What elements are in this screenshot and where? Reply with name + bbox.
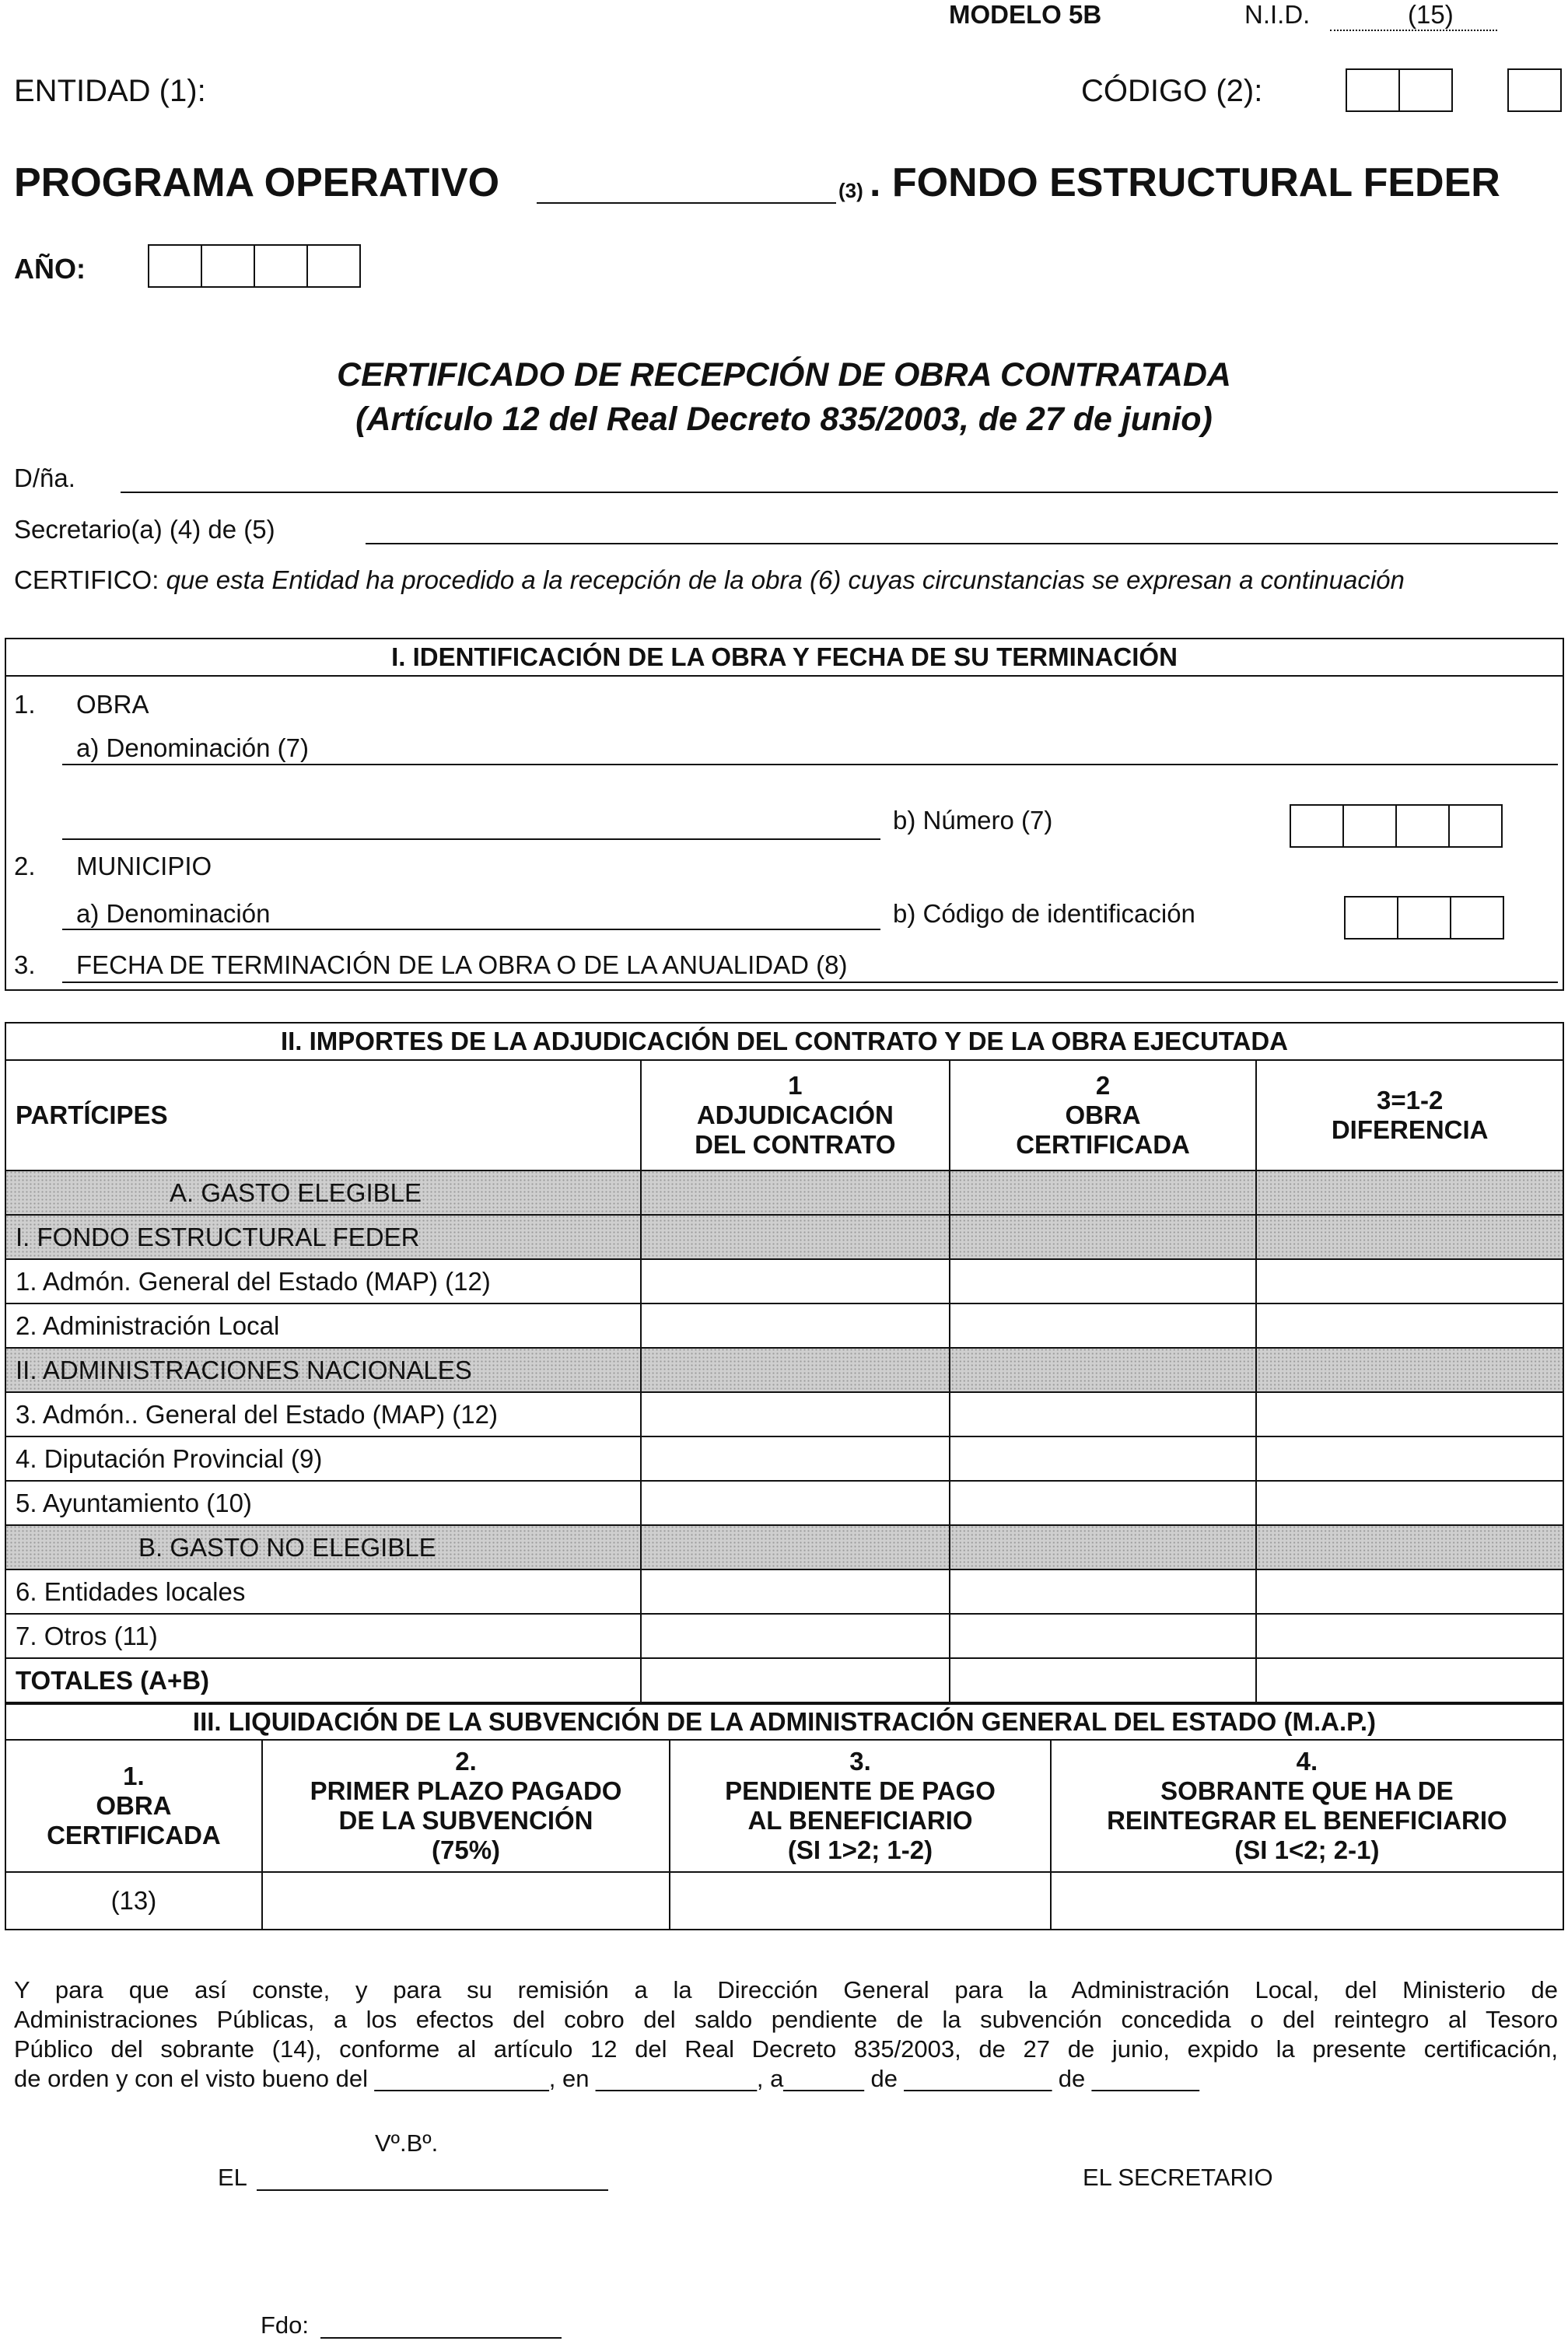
anio-box[interactable] [254,244,308,288]
table-row [5,1348,1563,1392]
document-title: CERTIFICADO DE RECEPCIÓN DE OBRA CONTRATADA [337,356,1231,394]
col1-line2: DEL CONTRATO [695,1130,896,1159]
cell-obra[interactable] [950,1171,1257,1215]
col3-line1: 3=1-2 [1377,1086,1444,1115]
c3-line2: AL BENEFICIARIO [747,1806,973,1835]
cell-diferencia[interactable] [1256,1436,1563,1481]
cell-pendiente[interactable] [670,1872,1051,1930]
programa-note: (3) [838,179,863,202]
c2-line1: PRIMER PLAZO PAGADO [310,1776,622,1805]
col2-num: 2 [1095,1071,1111,1100]
anio-label: AÑO: [14,253,86,285]
cell-adjudicacion[interactable] [641,1658,950,1702]
c3-line1: PENDIENTE DE PAGO [725,1776,996,1805]
cell-adjudicacion[interactable] [641,1259,950,1303]
c1-line1: OBRA [96,1791,172,1820]
fdo-label: Fdo: [261,2311,310,2339]
cell-diferencia[interactable] [1256,1525,1563,1569]
row-label: 6. Entidades locales [5,1569,641,1614]
c2-line2: DE LA SUBVENCIÓN [338,1806,593,1835]
cell-obra[interactable] [950,1436,1257,1481]
item1a-label: a) Denominación (7) [76,733,309,762]
numero-box[interactable] [1290,804,1344,848]
nid-dotted-line [1330,30,1497,31]
closing-paragraph [14,1975,1558,2094]
cell-adjudicacion[interactable] [641,1171,950,1215]
table-row [5,1525,1563,1569]
cell-obra[interactable] [950,1348,1257,1392]
col-obra-certificada [950,1060,1257,1171]
cell-adjudicacion[interactable] [641,1303,950,1348]
section-3-table [5,1703,1564,1930]
anio-boxes[interactable] [148,244,361,288]
cell-diferencia[interactable] [1256,1171,1563,1215]
row-label: 7. Otros (11) [5,1614,641,1658]
c3-line3: (SI 1>2; 1-2) [787,1835,933,1864]
table-row [5,1259,1563,1303]
cell-obra[interactable] [950,1525,1257,1569]
col1-line1: ADJUDICACIÓN [696,1101,894,1129]
cell-diferencia[interactable] [1256,1303,1563,1348]
item3-label: FECHA DE TERMINACIÓN DE LA OBRA O DE LA ANUALIDAD (8) [76,950,848,979]
section-1-title: I. IDENTIFICACIÓN DE LA OBRA Y FECHA DE SU TERMINACIÓN [6,639,1563,677]
c2-line3: (75%) [432,1835,501,1864]
row-label: I. FONDO ESTRUCTURAL FEDER [5,1215,641,1259]
cell-primer-plazo[interactable] [262,1872,670,1930]
table-row [5,1872,1563,1930]
cell-diferencia[interactable] [1256,1569,1563,1614]
closing-line-1: Y para que así conste, y para su remisión a la Dirección General para la Administración Local, del Ministerio de [14,1976,1558,2003]
cell-obra[interactable] [950,1215,1257,1259]
item1a-line[interactable] [62,764,1558,765]
item2a-label: a) Denominación [76,899,271,928]
cell-diferencia[interactable] [1256,1215,1563,1259]
nid-label: N.I.D. [1244,0,1311,29]
cell-adjudicacion[interactable] [641,1348,950,1392]
c2-num: 2. [455,1747,477,1776]
c4-line3: (SI 1<2; 2-1) [1234,1835,1380,1864]
c4-line1: SOBRANTE QUE HA DE [1160,1776,1454,1805]
document-subtitle: (Artículo 12 del Real Decreto 835/2003, de 27 de junio) [355,401,1213,438]
table-row [5,1436,1563,1481]
item2b-label: b) Código de identificación [893,899,1195,928]
anio-box[interactable] [201,244,255,288]
cell-obra[interactable] [950,1259,1257,1303]
cell-adjudicacion[interactable] [641,1525,950,1569]
item3-num: 3. [14,950,36,979]
c3-num: 3. [849,1747,871,1776]
el-label: EL [218,2164,247,2191]
row-label: A. GASTO ELEGIBLE [5,1171,641,1215]
c1-line2: CERTIFICADA [47,1821,221,1849]
programa-blank-line[interactable] [537,202,836,204]
c1-num: 1. [123,1762,145,1790]
numero-box[interactable] [1448,804,1503,848]
municipio-code-boxes[interactable] [1344,896,1504,940]
cell-sobrante[interactable] [1051,1872,1563,1930]
numero-boxes[interactable] [1290,804,1503,848]
row-label: 2. Administración Local [5,1303,641,1348]
section-2-title: II. IMPORTES DE LA ADJUDICACIÓN DEL CONTRATO Y DE LA OBRA EJECUTADA [5,1023,1563,1060]
row-label: TOTALES (A+B) [5,1658,641,1702]
table-row-totales [5,1658,1563,1702]
anio-box[interactable] [306,244,361,288]
anio-box[interactable] [148,244,202,288]
c4-num: 4. [1296,1747,1318,1776]
cell-adjudicacion[interactable] [641,1215,950,1259]
col2-line2: CERTIFICADA [1016,1130,1190,1159]
municipio-code-box[interactable] [1344,896,1398,940]
table-row [5,1614,1563,1658]
row-label: 1. Admón. General del Estado (MAP) (12) [5,1259,641,1303]
cell-obra[interactable] [950,1392,1257,1436]
closing-line-3: Público del sobrante (14), conforme al artículo 12 del Real Decreto 835/2003, de 27 de junio, expido la presente certificación, [14,2035,1558,2063]
table-row [5,1171,1563,1215]
cell-obra[interactable] [950,1481,1257,1525]
item2a-line[interactable] [62,929,880,930]
section-3-title: III. LIQUIDACIÓN DE LA SUBVENCIÓN DE LA ADMINISTRACIÓN GENERAL DEL ESTADO (M.A.P.) [5,1704,1563,1740]
certifico-paragraph [14,564,1538,597]
item2-label: MUNICIPIO [76,852,212,880]
codigo-box[interactable] [1507,68,1562,112]
item1a-line-2[interactable] [62,838,880,840]
col2-line1: OBRA [1065,1101,1141,1129]
col-sobrante [1051,1740,1563,1872]
cell-adjudicacion[interactable] [641,1614,950,1658]
col-obra-certificada-iii [5,1740,262,1872]
row-label: 4. Diputación Provincial (9) [5,1436,641,1481]
col-adjudicacion [641,1060,950,1171]
item1b-label: b) Número (7) [893,806,1053,835]
table-row [5,1569,1563,1614]
table-row [5,1481,1563,1525]
el-signature-line[interactable] [257,2189,608,2191]
cell-obra[interactable] [950,1569,1257,1614]
codigo-label: CÓDIGO (2): [1081,74,1263,108]
dna-label: D/ña. [14,464,75,492]
cell-adjudicacion[interactable] [641,1569,950,1614]
dna-line[interactable] [121,492,1558,493]
cell-diferencia[interactable] [1256,1481,1563,1525]
row-label: B. GASTO NO ELEGIBLE [5,1525,641,1569]
item3-line[interactable] [62,982,1558,983]
col-primer-plazo [262,1740,670,1872]
col-diferencia [1256,1060,1563,1171]
cell-diferencia[interactable] [1256,1614,1563,1658]
secretario-signature-label: EL SECRETARIO [1083,2164,1273,2191]
row-label: II. ADMINISTRACIONES NACIONALES [5,1348,641,1392]
codigo-boxes[interactable] [1346,68,1453,112]
nid-value: (15) [1408,0,1454,29]
secretario-label: Secretario(a) (4) de (5) [14,515,275,544]
table-row [5,1392,1563,1436]
cell-adjudicacion[interactable] [641,1392,950,1436]
col3-line2: DIFERENCIA [1331,1115,1489,1144]
certifico-text: que esta Entidad ha procedido a la recepción de la obra (6) cuyas circunstancias se expresan a continuación [159,565,1405,594]
certifico-label: CERTIFICO: [14,565,159,594]
col-participes: PARTÍCIPES [5,1060,641,1171]
cell-adjudicacion[interactable] [641,1436,950,1481]
cell-diferencia[interactable] [1256,1259,1563,1303]
codigo-extra-box[interactable] [1507,68,1562,112]
col-pendiente-pago [670,1740,1051,1872]
cell-diferencia[interactable] [1256,1658,1563,1702]
table-row [5,1303,1563,1348]
entidad-label: ENTIDAD (1): [14,74,206,108]
item1-label: OBRA [76,690,149,719]
cell-obra[interactable] [950,1303,1257,1348]
codigo-box[interactable] [1346,68,1400,112]
fdo-line[interactable] [320,2337,562,2339]
section-2-table [5,1022,1564,1703]
municipio-code-box[interactable] [1397,896,1451,940]
cell-diferencia[interactable] [1256,1392,1563,1436]
item1-num: 1. [14,690,36,719]
codigo-box[interactable] [1398,68,1453,112]
numero-box[interactable] [1395,804,1450,848]
c4-line2: REINTEGRAR EL BENEFICIARIO [1107,1806,1507,1835]
numero-box[interactable] [1342,804,1397,848]
cell-obra-value[interactable]: (13) [5,1872,262,1930]
municipio-code-box[interactable] [1450,896,1504,940]
row-label: 3. Admón.. General del Estado (MAP) (12) [5,1392,641,1436]
programa-left: PROGRAMA OPERATIVO [14,160,500,205]
cell-diferencia[interactable] [1256,1348,1563,1392]
closing-line-4: de orden y con el visto bueno del _____________, en ____________, a______ de ___________ de ________ [14,2065,1199,2092]
secretario-line[interactable] [366,543,1558,544]
vobo-label: Vº.Bº. [375,2129,439,2157]
cell-obra[interactable] [950,1658,1257,1702]
cell-obra[interactable] [950,1614,1257,1658]
col1-num: 1 [788,1071,803,1100]
table-row [5,1215,1563,1259]
item2-num: 2. [14,852,36,880]
row-label: 5. Ayuntamiento (10) [5,1481,641,1525]
programa-right: . FONDO ESTRUCTURAL FEDER [870,160,1500,205]
modelo-label: MODELO 5B [949,0,1102,29]
closing-line-2: Administraciones Públicas, a los efectos del cobro del saldo pendiente de la subvención concedida o del reintegro al Tesoro [14,2006,1558,2033]
cell-adjudicacion[interactable] [641,1481,950,1525]
